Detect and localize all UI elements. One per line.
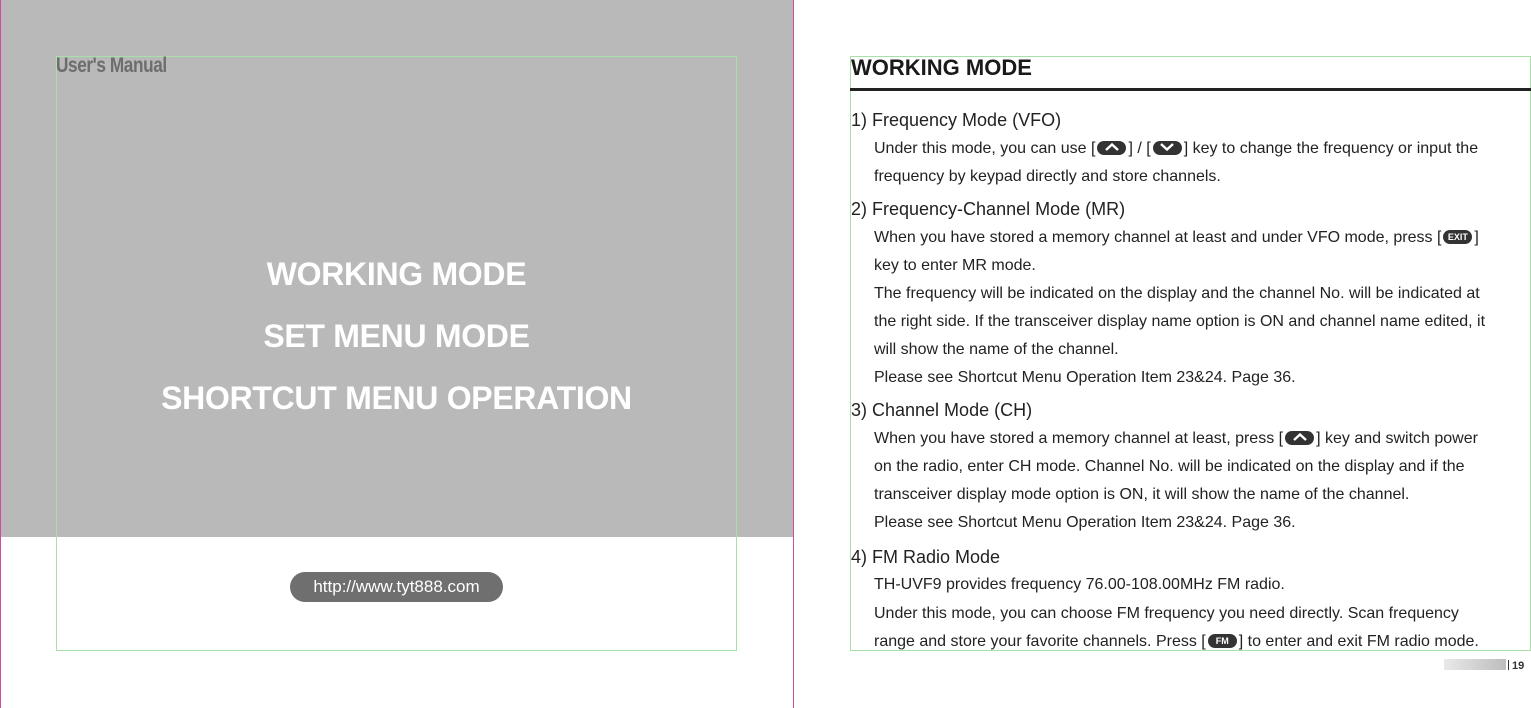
section-2-line-2: key to enter MR mode. <box>874 257 1036 274</box>
down-key-icon <box>1153 141 1182 155</box>
section-2-line-3: The frequency will be indicated on the display and the channel No. will be indicated at <box>874 285 1480 302</box>
cover-item-working-mode: WORKING MODE <box>266 256 527 292</box>
section-4-line-1: TH-UVF9 provides frequency 76.00-108.00MHz FM radio. <box>874 576 1285 593</box>
text: ] key and switch power <box>1316 430 1478 447</box>
page-number: 19 <box>1512 660 1525 672</box>
section-1-line-1 <box>874 140 1478 158</box>
section-3-line-1 <box>874 430 1478 448</box>
section-1-line-2: frequency by keypad directly and store channels. <box>874 168 1221 185</box>
up-key-icon <box>1097 141 1126 155</box>
section-2-line-5: will show the name of the channel. <box>874 341 1119 358</box>
page-title: WORKING MODE <box>851 55 1032 80</box>
text: range and store your favorite channels. Press [ <box>874 633 1206 650</box>
text: Under this mode, you can use [ <box>874 140 1096 157</box>
section-2-line-4: the right side. If the transceiver display name option is ON and channel name edited, it <box>874 313 1486 330</box>
section-2-heading: 2) Frequency-Channel Mode (MR) <box>851 199 1126 219</box>
section-2-line-6: Please see Shortcut Menu Operation Item 23&24. Page 36. <box>874 369 1296 386</box>
exit-key-icon: EXIT <box>1443 230 1472 244</box>
title-divider <box>850 88 1531 91</box>
manual-label: User's Manual <box>56 54 167 77</box>
fm-key-icon: FM <box>1208 634 1237 648</box>
page-number-tick <box>1508 660 1509 670</box>
section-3-heading: 3) Channel Mode (CH) <box>851 400 1033 420</box>
website-url: http://www.tyt888.com <box>290 572 503 602</box>
cover-item-shortcut-menu: SHORTCUT MENU OPERATION <box>161 380 632 416</box>
section-3-line-3: transceiver display mode option is ON, it will show the name of the channel. <box>874 486 1410 503</box>
section-4-line-2: Under this mode, you can choose FM frequency you need directly. Scan frequency <box>874 605 1459 622</box>
section-3-line-4: Please see Shortcut Menu Operation Item 23&24. Page 36. <box>874 514 1296 531</box>
page-number-bar <box>1444 659 1506 670</box>
section-2-line-1 <box>874 229 1479 247</box>
cover-item-set-menu-mode: SET MENU MODE <box>263 318 530 354</box>
text: ] / [ <box>1128 140 1151 157</box>
section-3-line-2: on the radio, enter CH mode. Channel No. will be indicated on the display and if the <box>874 458 1465 475</box>
text: When you have stored a memory channel at least, press [ <box>874 430 1284 447</box>
text: ] to enter and exit FM radio mode. <box>1238 633 1479 650</box>
up-key-icon <box>1285 431 1314 445</box>
section-4-line-3 <box>874 633 1479 651</box>
section-1-heading: 1) Frequency Mode (VFO) <box>851 110 1062 130</box>
text: ] key to change the frequency or input the <box>1183 140 1479 157</box>
section-4-heading: 4) FM Radio Mode <box>851 547 1001 567</box>
text: ] <box>1474 229 1479 246</box>
text: When you have stored a memory channel at least and under VFO mode, press [ <box>874 229 1442 246</box>
